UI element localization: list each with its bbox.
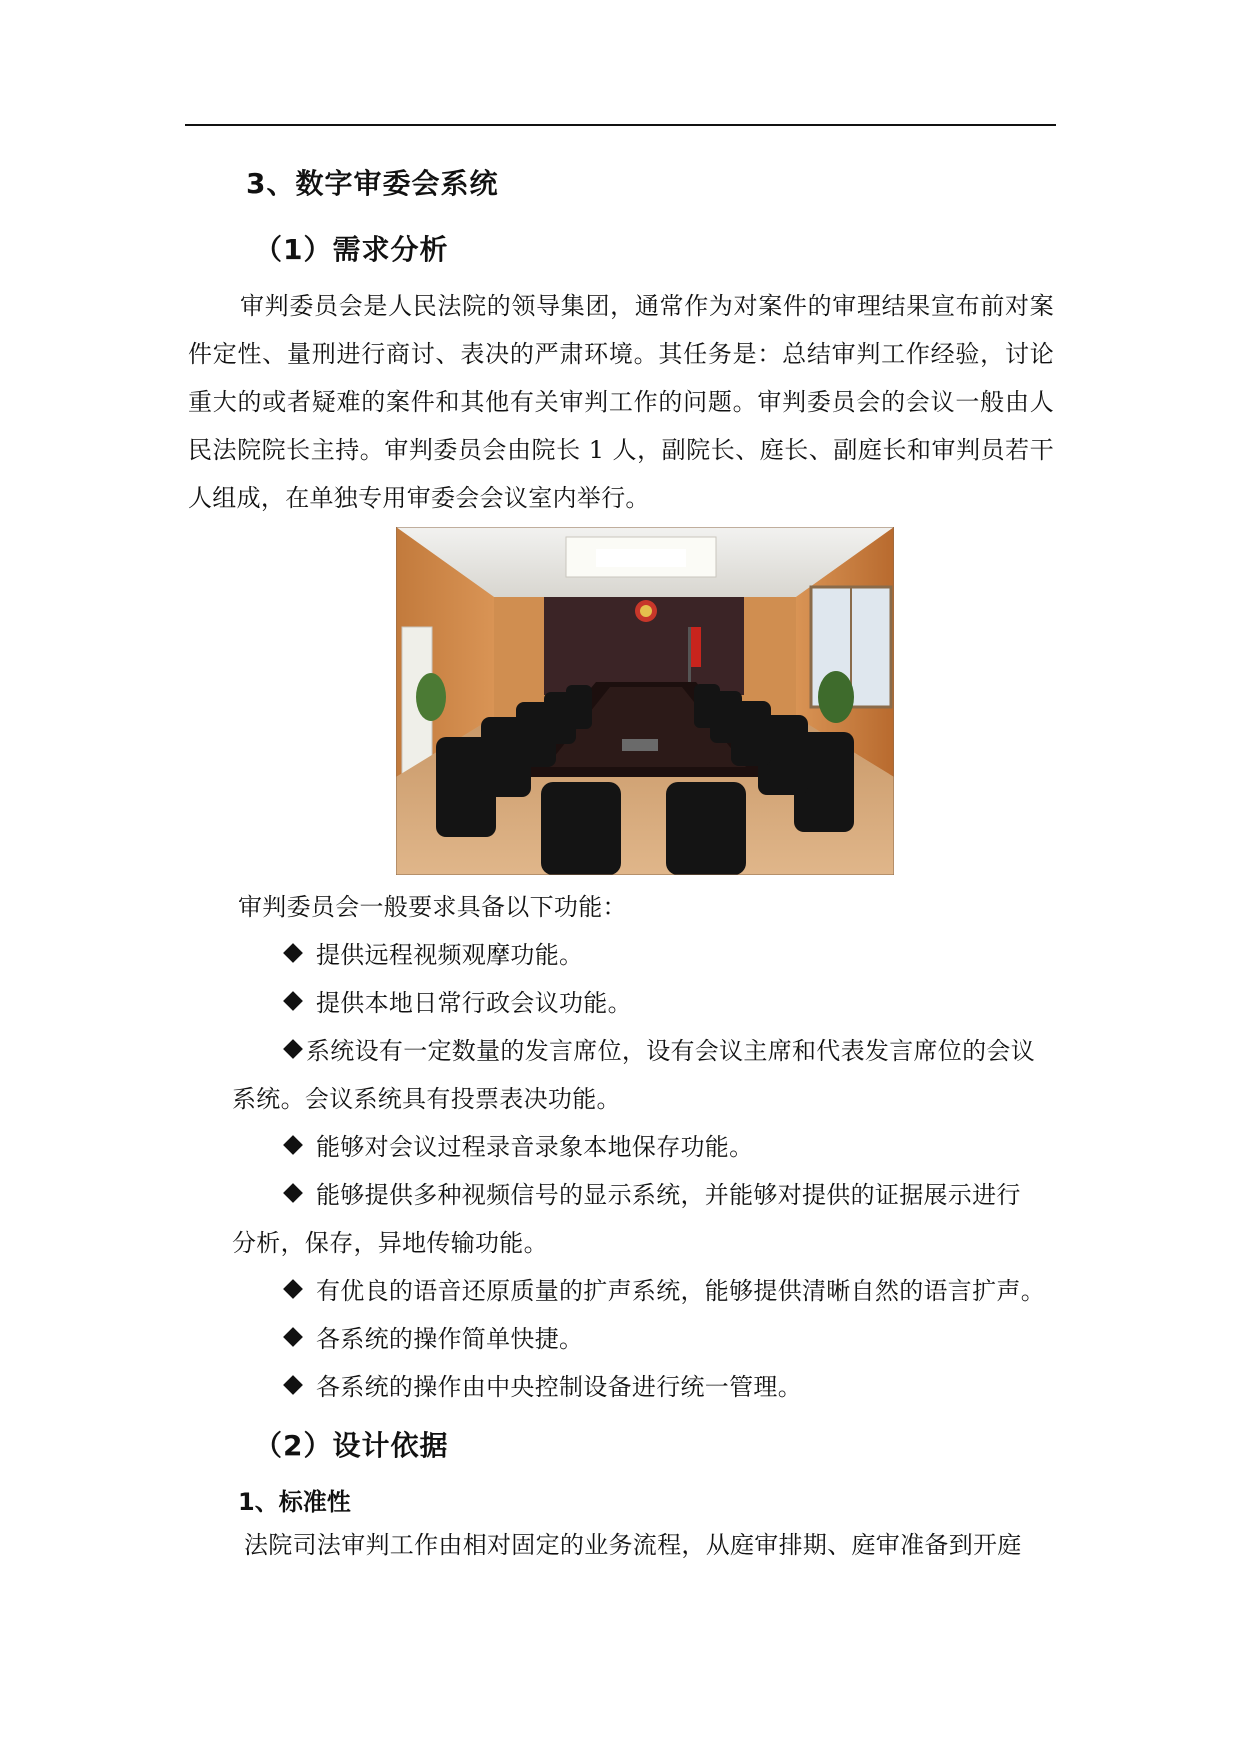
requirements-paragraph: 审判委员会是人民法院的领导集团，通常作为对案件的审理结果宣布前对案件定性、量刑进行商讨、表决的严肃环境。其任务是：总结审判工作经验，讨论重大的或者疑难的案件和其他有关审判工作的问题。审判委员会的会议一般由人民法院院长主持。审判委员会由院长 1 人，副院长、庭长、副庭长和审判员若干人组成，在单独专用审委会会议室内举行。 bbox=[188, 292, 1054, 512]
standardization-text: 法院司法审判工作由相对固定的业务流程，从庭审排期、庭审准备到开庭 bbox=[244, 1531, 1022, 1559]
diamond-bullet-icon bbox=[283, 1327, 303, 1347]
conference-room-photo bbox=[396, 527, 894, 875]
section-heading-digital-committee: 3、数字审委会系统 bbox=[246, 167, 499, 200]
list-item-continuation: 分析，保存，异地传输功能。 bbox=[232, 1229, 548, 1257]
diamond-bullet-icon bbox=[283, 1183, 303, 1203]
list-item: 各系统的操作由中央控制设备进行统一管理。 bbox=[282, 1372, 802, 1402]
list-item: 各系统的操作简单快捷。 bbox=[282, 1324, 583, 1354]
sub-heading-standardization: 1、标准性 bbox=[238, 1488, 351, 1516]
list-item: 能够提供多种视频信号的显示系统，并能够对提供的证据展示进行 bbox=[282, 1180, 1021, 1210]
diamond-bullet-icon bbox=[283, 1375, 303, 1395]
list-item: 系统设有一定数量的发言席位，设有会议主席和代表发言席位的会议 bbox=[282, 1036, 1035, 1066]
diamond-bullet-icon bbox=[283, 1279, 303, 1299]
list-item: 能够对会议过程录音录象本地保存功能。 bbox=[282, 1132, 753, 1162]
diamond-bullet-icon bbox=[283, 1039, 303, 1059]
diamond-bullet-icon bbox=[283, 991, 303, 1011]
requirements-intro: 审判委员会一般要求具备以下功能： bbox=[238, 893, 627, 921]
diamond-bullet-icon bbox=[283, 943, 303, 963]
subsection-heading-requirements: （1）需求分析 bbox=[254, 233, 449, 266]
diamond-bullet-icon bbox=[283, 1135, 303, 1155]
list-item-continuation: 系统。会议系统具有投票表决功能。 bbox=[232, 1085, 621, 1113]
list-item: 提供远程视频观摩功能。 bbox=[282, 940, 583, 970]
header-rule bbox=[185, 124, 1056, 126]
list-item: 有优良的语音还原质量的扩声系统，能够提供清晰自然的语言扩声。 bbox=[282, 1276, 1045, 1306]
subsection-heading-design-basis: （2）设计依据 bbox=[254, 1429, 449, 1462]
list-item: 提供本地日常行政会议功能。 bbox=[282, 988, 632, 1018]
